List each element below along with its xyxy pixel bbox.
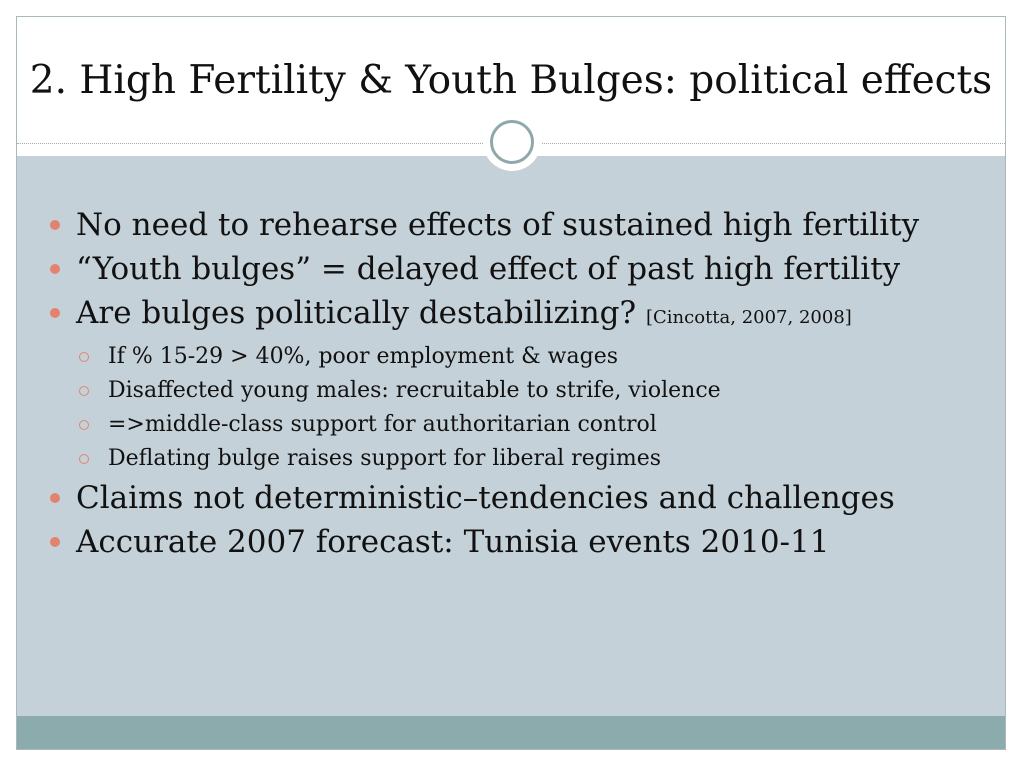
sub-bullet-text: Deflating bulge raises support for liberal regimes [108, 446, 661, 471]
bullet-text: Claims not deterministic–tendencies and challenges [76, 480, 895, 516]
sub-bullet-text: Disaffected young males: recruitable to strife, violence [108, 378, 721, 403]
sub-bullet-text: If % 15-29 > 40%, poor employment & wages [108, 344, 619, 369]
hollow-bullet-icon [79, 420, 89, 430]
bullet-item [17, 520, 1005, 564]
bullet-text: “Youth bulges” = delayed effect of past high fertility [76, 251, 901, 287]
bullet-item [17, 476, 1005, 520]
sub-bullet-item [17, 340, 1005, 374]
bullet-dot-icon [50, 537, 60, 547]
bullet-dot-icon [50, 264, 60, 274]
sub-bullet-text: =>middle-class support for authoritarian control [108, 412, 657, 437]
bullet-item [17, 247, 1005, 291]
bullet-text: Are bulges politically destabilizing? [76, 295, 637, 331]
hollow-bullet-icon [79, 386, 89, 396]
sub-bullet-item [17, 408, 1005, 442]
hollow-bullet-icon [79, 352, 89, 362]
sub-bullet-item [17, 374, 1005, 408]
slide-title: 2. High Fertility & Youth Bulges: political effects [29, 58, 993, 103]
bullet-text: No need to rehearse effects of sustained high fertility [76, 207, 920, 243]
sub-bullet-item [17, 442, 1005, 476]
ornament-ring [490, 120, 534, 164]
bullet-list [17, 203, 1005, 564]
hollow-bullet-icon [79, 454, 89, 464]
bullet-text: Accurate 2007 forecast: Tunisia events 2010-11 [76, 524, 830, 560]
circle-ornament-icon [483, 113, 541, 171]
citation: [Cincotta, 2007, 2008] [646, 307, 852, 328]
bullet-dot-icon [50, 493, 60, 503]
footer-band [17, 716, 1005, 750]
bullet-item [17, 203, 1005, 247]
bullet-dot-icon [50, 308, 60, 318]
slide [16, 16, 1006, 750]
bullet-dot-icon [50, 220, 60, 230]
bullet-item [17, 291, 1005, 340]
